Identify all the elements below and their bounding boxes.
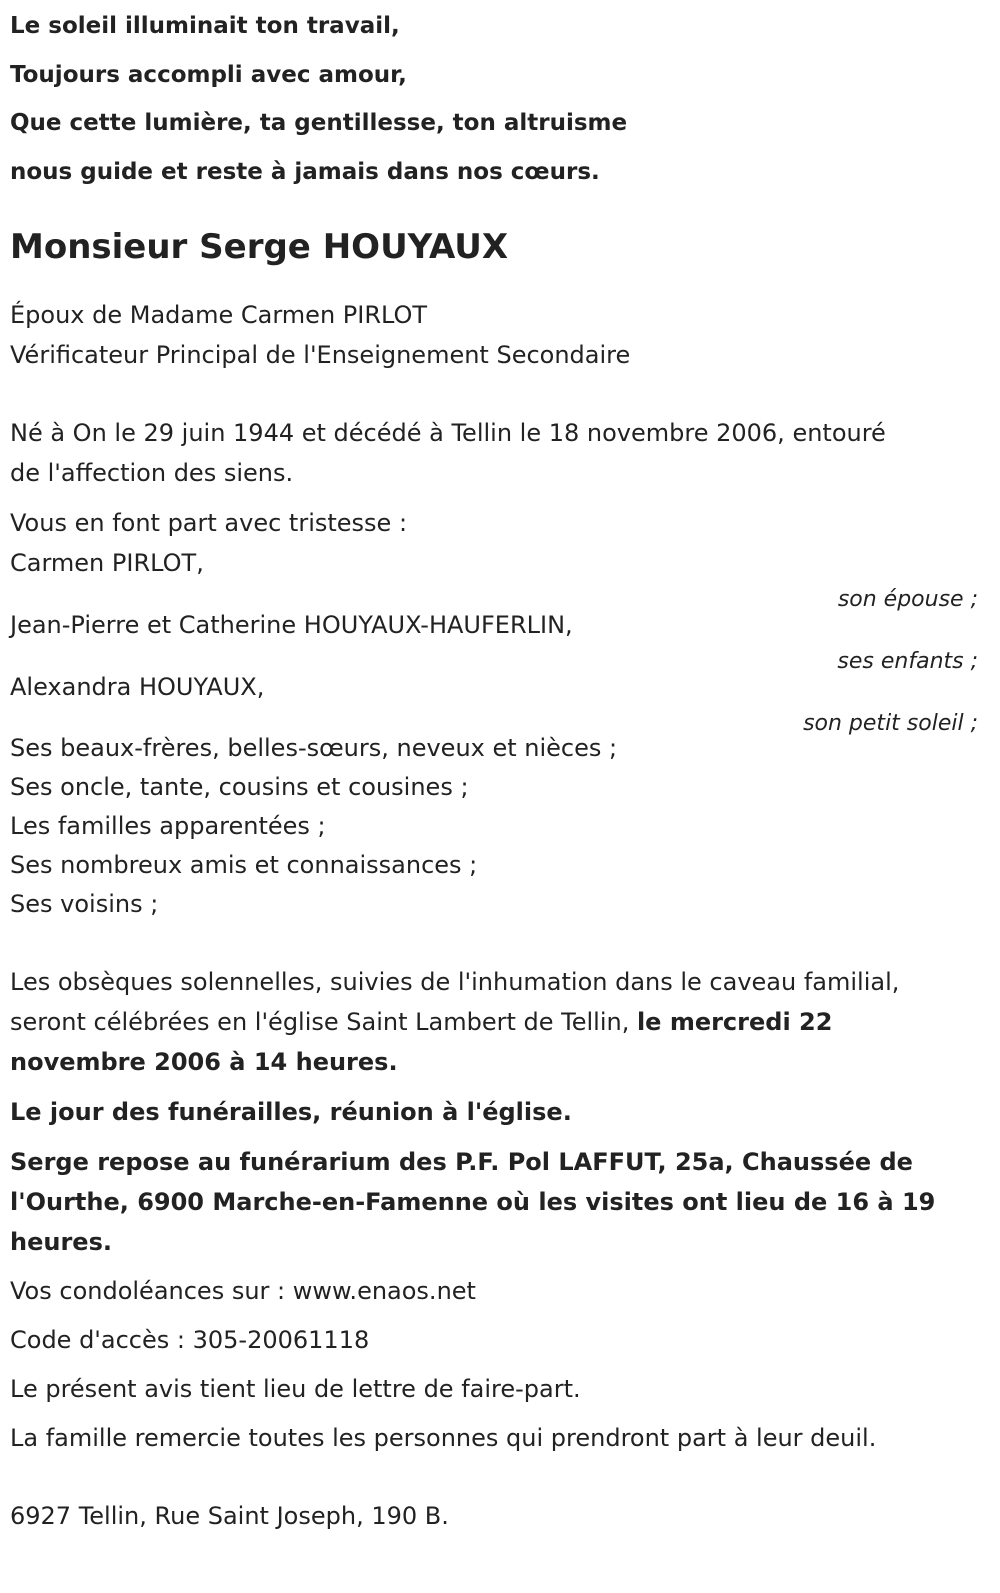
rest-line: heures. (10, 1228, 112, 1256)
thanks-line: La famille remercie toutes les personnes qui prendront part à leur deuil. (10, 1424, 877, 1452)
relatives-line: Ses oncle, tante, cousins et cousines ; (10, 773, 469, 801)
funeral-date: le mercredi 22 (636, 1008, 833, 1036)
family-member-name: Carmen PIRLOT, (10, 549, 204, 577)
poem-line: Toujours accompli avec amour, (10, 61, 407, 88)
announce-intro: Vous en font part avec tristesse : (10, 509, 408, 537)
family-member-name: Alexandra HOUYAUX, (10, 673, 265, 701)
title-line: Vérificateur Principal de l'Enseignement Secondaire (10, 341, 631, 369)
rest-line: Serge repose au funérarium des P.F. Pol LAFFUT, 25a, Chaussée de (10, 1148, 913, 1176)
meeting-line: Le jour des funérailles, réunion à l'église. (10, 1098, 572, 1126)
address-line: 6927 Tellin, Rue Saint Joseph, 190 B. (10, 1502, 449, 1530)
poem-line: Le soleil illuminait ton travail, (10, 13, 400, 39)
family-member-role: ses enfants ; (837, 649, 978, 674)
birth-death-line: Né à On le 29 juin 1944 et décédé à Tellin le 18 novembre 2006, entouré (10, 419, 886, 447)
family-member-role: son petit soleil ; (803, 711, 978, 736)
funeral-text: seront célébrées en l'église Saint Lambert de Tellin, (10, 1008, 637, 1036)
family-member (10, 543, 978, 612)
poem-line: Que cette lumière, ta gentillesse, ton altruisme (10, 110, 628, 136)
family-member (10, 605, 978, 674)
relatives-line: Ses voisins ; (10, 890, 159, 918)
spouse-line: Époux de Madame Carmen PIRLOT (10, 301, 428, 329)
funeral-date-line: novembre 2006 à 14 heures. (10, 1048, 398, 1076)
relatives-line: Ses nombreux amis et connaissances ; (10, 851, 478, 879)
condolences-line: Vos condoléances sur : www.enaos.net (10, 1277, 476, 1305)
poem-line: nous guide et reste à jamais dans nos cœurs. (10, 158, 600, 185)
obituary-notice (10, 0, 978, 1536)
relatives-line: Les familles apparentées ; (10, 812, 326, 840)
funeral-line: Les obsèques solennelles, suivies de l'inhumation dans le caveau familial, (10, 968, 900, 996)
deceased-name: Monsieur Serge HOUYAUX (10, 227, 509, 267)
rest-line: l'Ourthe, 6900 Marche-en-Famenne où les visites ont lieu de 16 à 19 (10, 1188, 936, 1216)
family-member (10, 667, 978, 736)
family-member-name: Jean-Pierre et Catherine HOUYAUX-HAUFERLIN, (10, 611, 573, 639)
family-member-role: son épouse ; (837, 587, 978, 612)
funeral-line (10, 1002, 978, 1042)
birth-death-line: de l'affection des siens. (10, 459, 294, 487)
poem (10, 0, 978, 196)
relatives-line: Ses beaux-frères, belles-sœurs, neveux et nièces ; (10, 734, 618, 762)
access-code-line: Code d'accès : 305-20061118 (10, 1326, 370, 1354)
notice-line: Le présent avis tient lieu de lettre de faire-part. (10, 1375, 581, 1403)
